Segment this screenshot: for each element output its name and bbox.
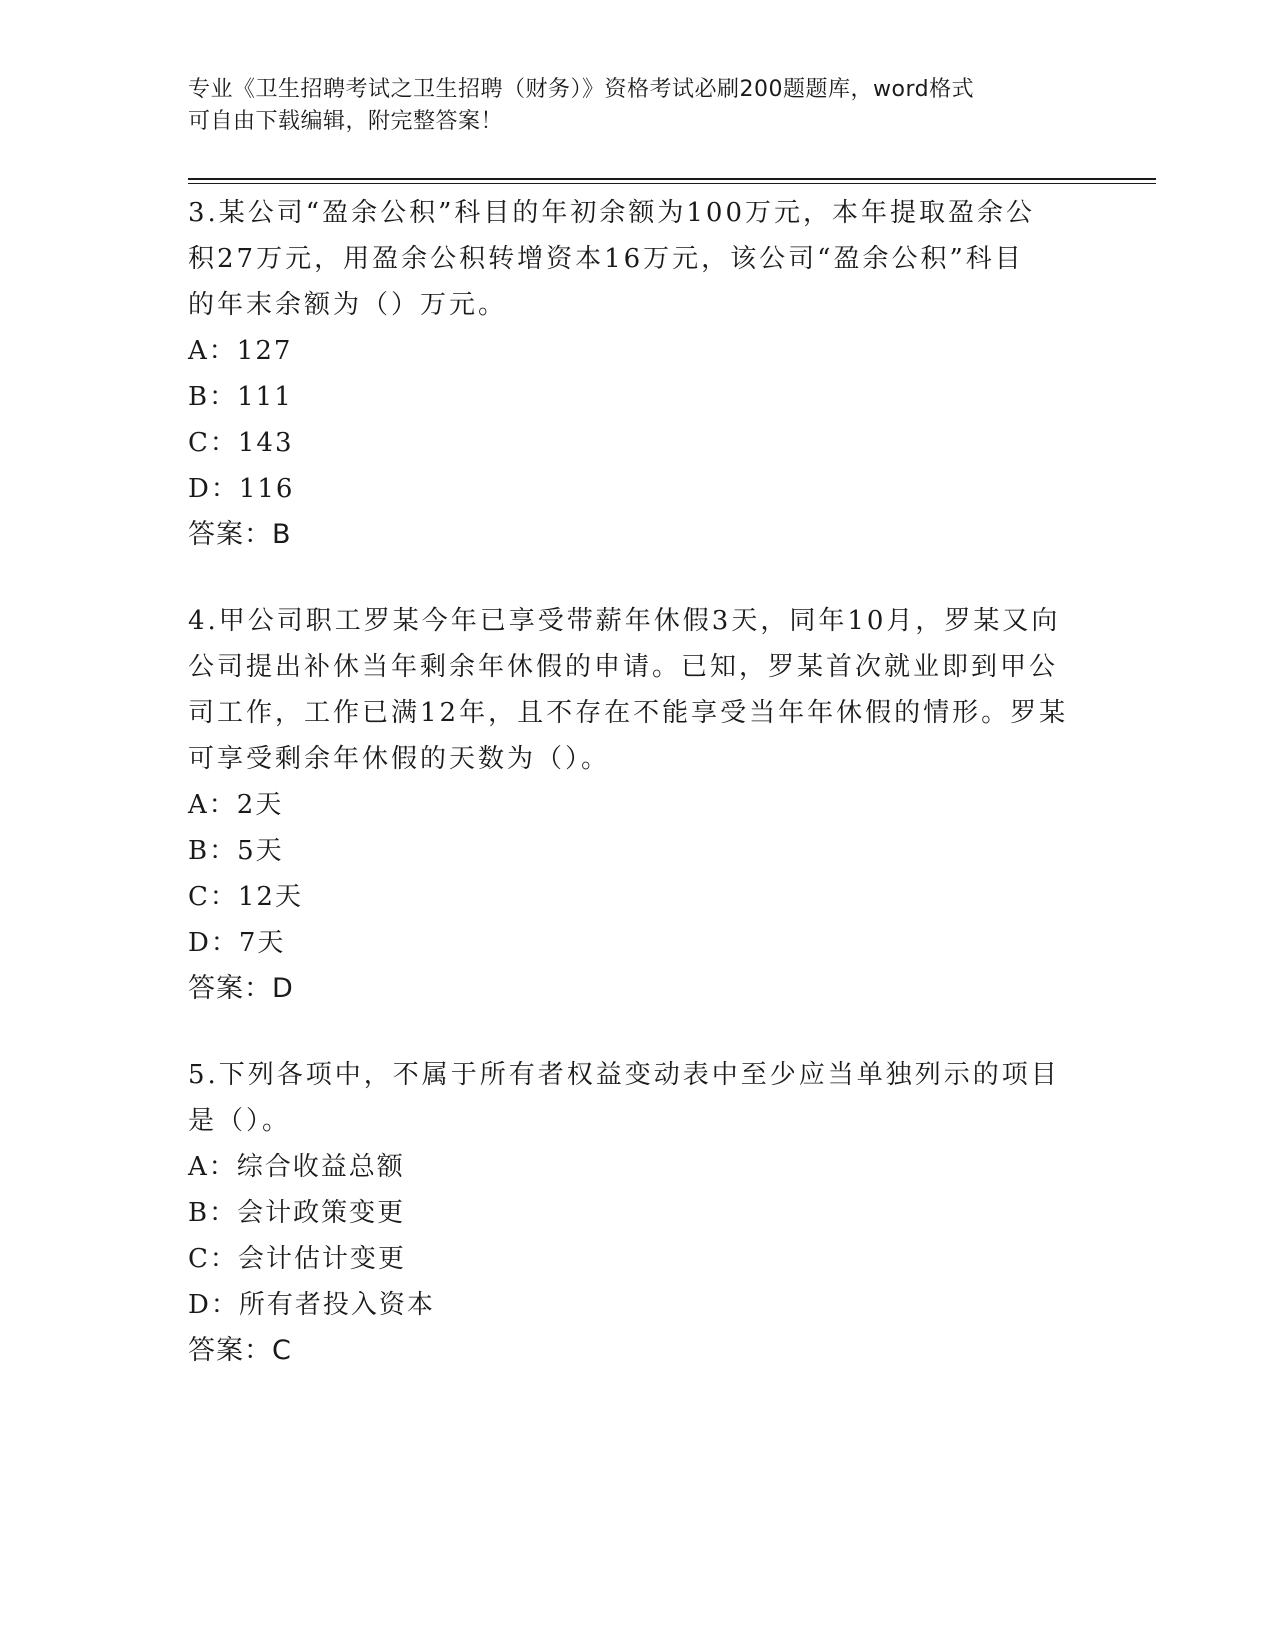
option-b: B：5天	[188, 836, 284, 866]
question-stem-line: 4.甲公司职工罗某今年已享受带薪年休假3天，同年10月，罗某又向	[188, 606, 1061, 636]
question-stem-line: 积27万元，用盈余公积转增资本16万元，该公司“盈余公积”科目	[188, 244, 1024, 274]
question-stem-line: 是（）。	[188, 1106, 292, 1136]
question-stem-line: 可享受剩余年休假的天数为（）。	[188, 744, 611, 774]
option-a: A：127	[188, 336, 293, 366]
option-c: C：143	[188, 428, 294, 458]
header-line-1: 专业《卫生招聘考试之卫生招聘（财务）》资格考试必刷200题题库，word格式	[188, 77, 975, 102]
option-a: A：综合收益总额	[188, 1152, 405, 1182]
document-header	[188, 74, 1068, 138]
header-divider-thick	[188, 178, 1156, 180]
option-d: D：7天	[188, 928, 286, 958]
answer-label: 答案：C	[188, 1335, 292, 1366]
question-3	[188, 190, 1088, 558]
question-stem-line: 司工作，工作已满12年，且不存在不能享受当年年休假的情形。罗某	[188, 698, 1069, 728]
option-b: B：会计政策变更	[188, 1198, 406, 1228]
option-c: C：会计估计变更	[188, 1244, 406, 1274]
option-d: D：116	[188, 474, 295, 504]
question-stem-line: 的年末余额为（）万元。	[188, 290, 508, 320]
option-a: A：2天	[188, 790, 284, 820]
option-c: C：12天	[188, 882, 303, 912]
question-stem-line: 3.某公司“盈余公积”科目的年初余额为100万元，本年提取盈余公	[188, 198, 1036, 228]
answer-label: 答案：D	[188, 973, 294, 1004]
option-d: D：所有者投入资本	[188, 1290, 435, 1320]
question-4	[188, 598, 1088, 1012]
header-divider-thin	[188, 183, 1156, 184]
header-line-2: 可自由下载编辑，附完整答案！	[188, 109, 504, 134]
question-5	[188, 1052, 1088, 1374]
question-stem-line: 5.下列各项中，不属于所有者权益变动表中至少应当单独列示的项目	[188, 1060, 1060, 1090]
option-b: B：111	[188, 382, 293, 412]
answer-label: 答案：B	[188, 519, 292, 550]
question-stem-line: 公司提出补休当年剩余年休假的申请。已知，罗某首次就业即到甲公	[188, 652, 1059, 682]
